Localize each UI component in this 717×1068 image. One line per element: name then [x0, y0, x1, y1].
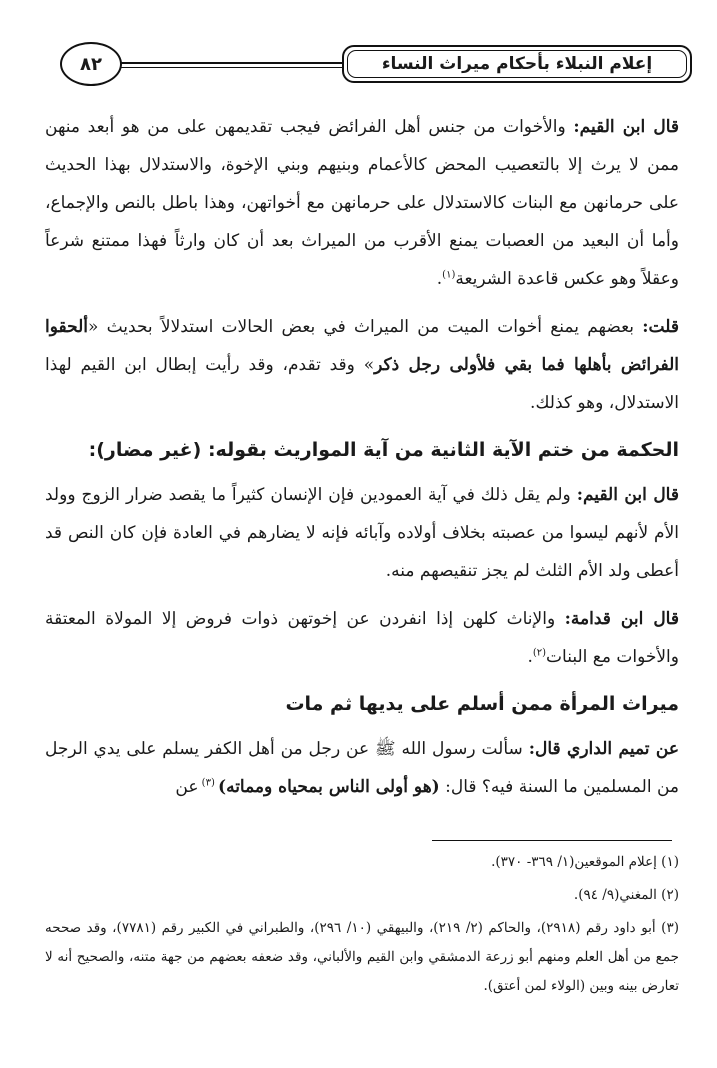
paragraph-ibn-qudama [45, 600, 679, 676]
section-heading-inheritance: ميراث المرأة ممن أسلم على يديها ثم مات [285, 693, 679, 715]
paragraph-tamim-dari [45, 730, 679, 806]
paragraph-lead: قال ابن القيم: [573, 117, 679, 137]
header-rule [120, 62, 342, 64]
paragraph-text-cont: عن [175, 777, 199, 797]
paragraph-lead: قال ابن القيم: [576, 485, 679, 505]
paragraph-end: . [527, 647, 533, 667]
paragraph-text: بعضهم يمنع أخوات الميت من الميراث في بعض الحالات استدلالاً بحديث « [87, 317, 643, 337]
page-header [60, 40, 692, 90]
paragraph-ibn-qayyim-2 [45, 476, 679, 590]
running-title [342, 45, 692, 83]
header-rule-thin [120, 67, 342, 68]
footnote-ref-1: (١) [442, 269, 456, 281]
paragraph-end: . [436, 269, 443, 289]
paragraph-text-cont: » وقد تقدم، وقد رأيت إبطال ابن القيم لهذا الاستدلال، وهو كذلك. [45, 355, 679, 413]
paragraph-lead: قال ابن قدامة: [564, 609, 679, 629]
paragraph-text: والإناث كلهن إذا انفردن عن إخوتهن ذوات فروض إلا المولاة المعتقة والأخوات مع البنات [45, 609, 679, 667]
main-text [45, 108, 679, 816]
hadith-quote: (هو أولى الناس بمحياه ومماته) [218, 777, 440, 797]
footnote-2: (٢) المغني(٩/ ٩٤). [573, 887, 679, 903]
footnote-separator [432, 840, 672, 841]
paragraph-text: والأخوات من جنس أهل الفرائض فيجب تقديمهن على من هو أبعد منهن ممن لا يرث إلا بالتعصيب المحض كالأعمام وبنيهم وبني الإخوة، والاستدلال بهذا الحديث على حرمانهن مع البنات كالاستدلال على حرمانهن مع أخواتهن، وهذا باطل بالنص والإجماع، وأما أن البعيد من العصبات يمنع الأقرب من الميراث بعد أن كان وارثاً فهذا ممتنع شرعاً وعقلاً وهو عكس قاعدة الشريعة [45, 117, 679, 289]
hadith-quote: ألحقوا الفرائض بأهلها فما بقي فلأولى رجل ذكر [45, 317, 679, 375]
paragraph-author-note [45, 308, 679, 422]
section-heading-wisdom: الحكمة من ختم الآية الثانية من آية المواريث بقوله: (غير مضار): [88, 439, 679, 461]
footnote-ref-2: (٢) [532, 647, 547, 659]
paragraph-text: ولم يقل ذلك في آية العمودين فإن الإنسان كثيراً ما يقصد ضرار الزوج وولد الأم لأنهم ليسوا من عصبته بخلاف أولاده وآبائه فإنه لا يضارهم في العادة فإن كان النص قد أعطى ولد الأم الثلث لم يجز تنقيصهم منه. [45, 485, 679, 581]
paragraph-lead: عن تميم الداري قال: [528, 739, 680, 759]
paragraph-lead: قلت: [642, 317, 679, 337]
page-number: ٨٢ [60, 42, 122, 86]
footnote-3: (٣) أبو داود رقم (٢٩١٨)، والحاكم (٢/ ٢١٩)، والبيهقي (١٠/ ٢٩٦)، والطبراني في الكبير رقم (٧٧٨١)، وقد صححه جمع من أهل العلم ومنهم أبو زرعة الدمشقي وابن القيم والألباني، وقد ضعفه بعضهم من جهة متنه، والصحيح أنه لا تعارض بينه وبين (الولاء لمن أعتق). [45, 920, 679, 994]
running-title-text: إعلام النبلاء بأحكام ميراث النساء [381, 54, 653, 74]
paragraph-ibn-qayyim-1 [45, 108, 679, 298]
footnotes [45, 848, 679, 1005]
footnote-1: (١) إعلام الموقعين(١/ ٣٦٩- ٣٧٠). [491, 854, 679, 870]
paragraph-text: سألت رسول الله ﷺ عن رجل من أهل الكفر يسلم على يدي الرجل من المسلمين ما السنة فيه؟ قال: [45, 739, 679, 797]
footnote-ref-3: (٣) [198, 777, 219, 789]
